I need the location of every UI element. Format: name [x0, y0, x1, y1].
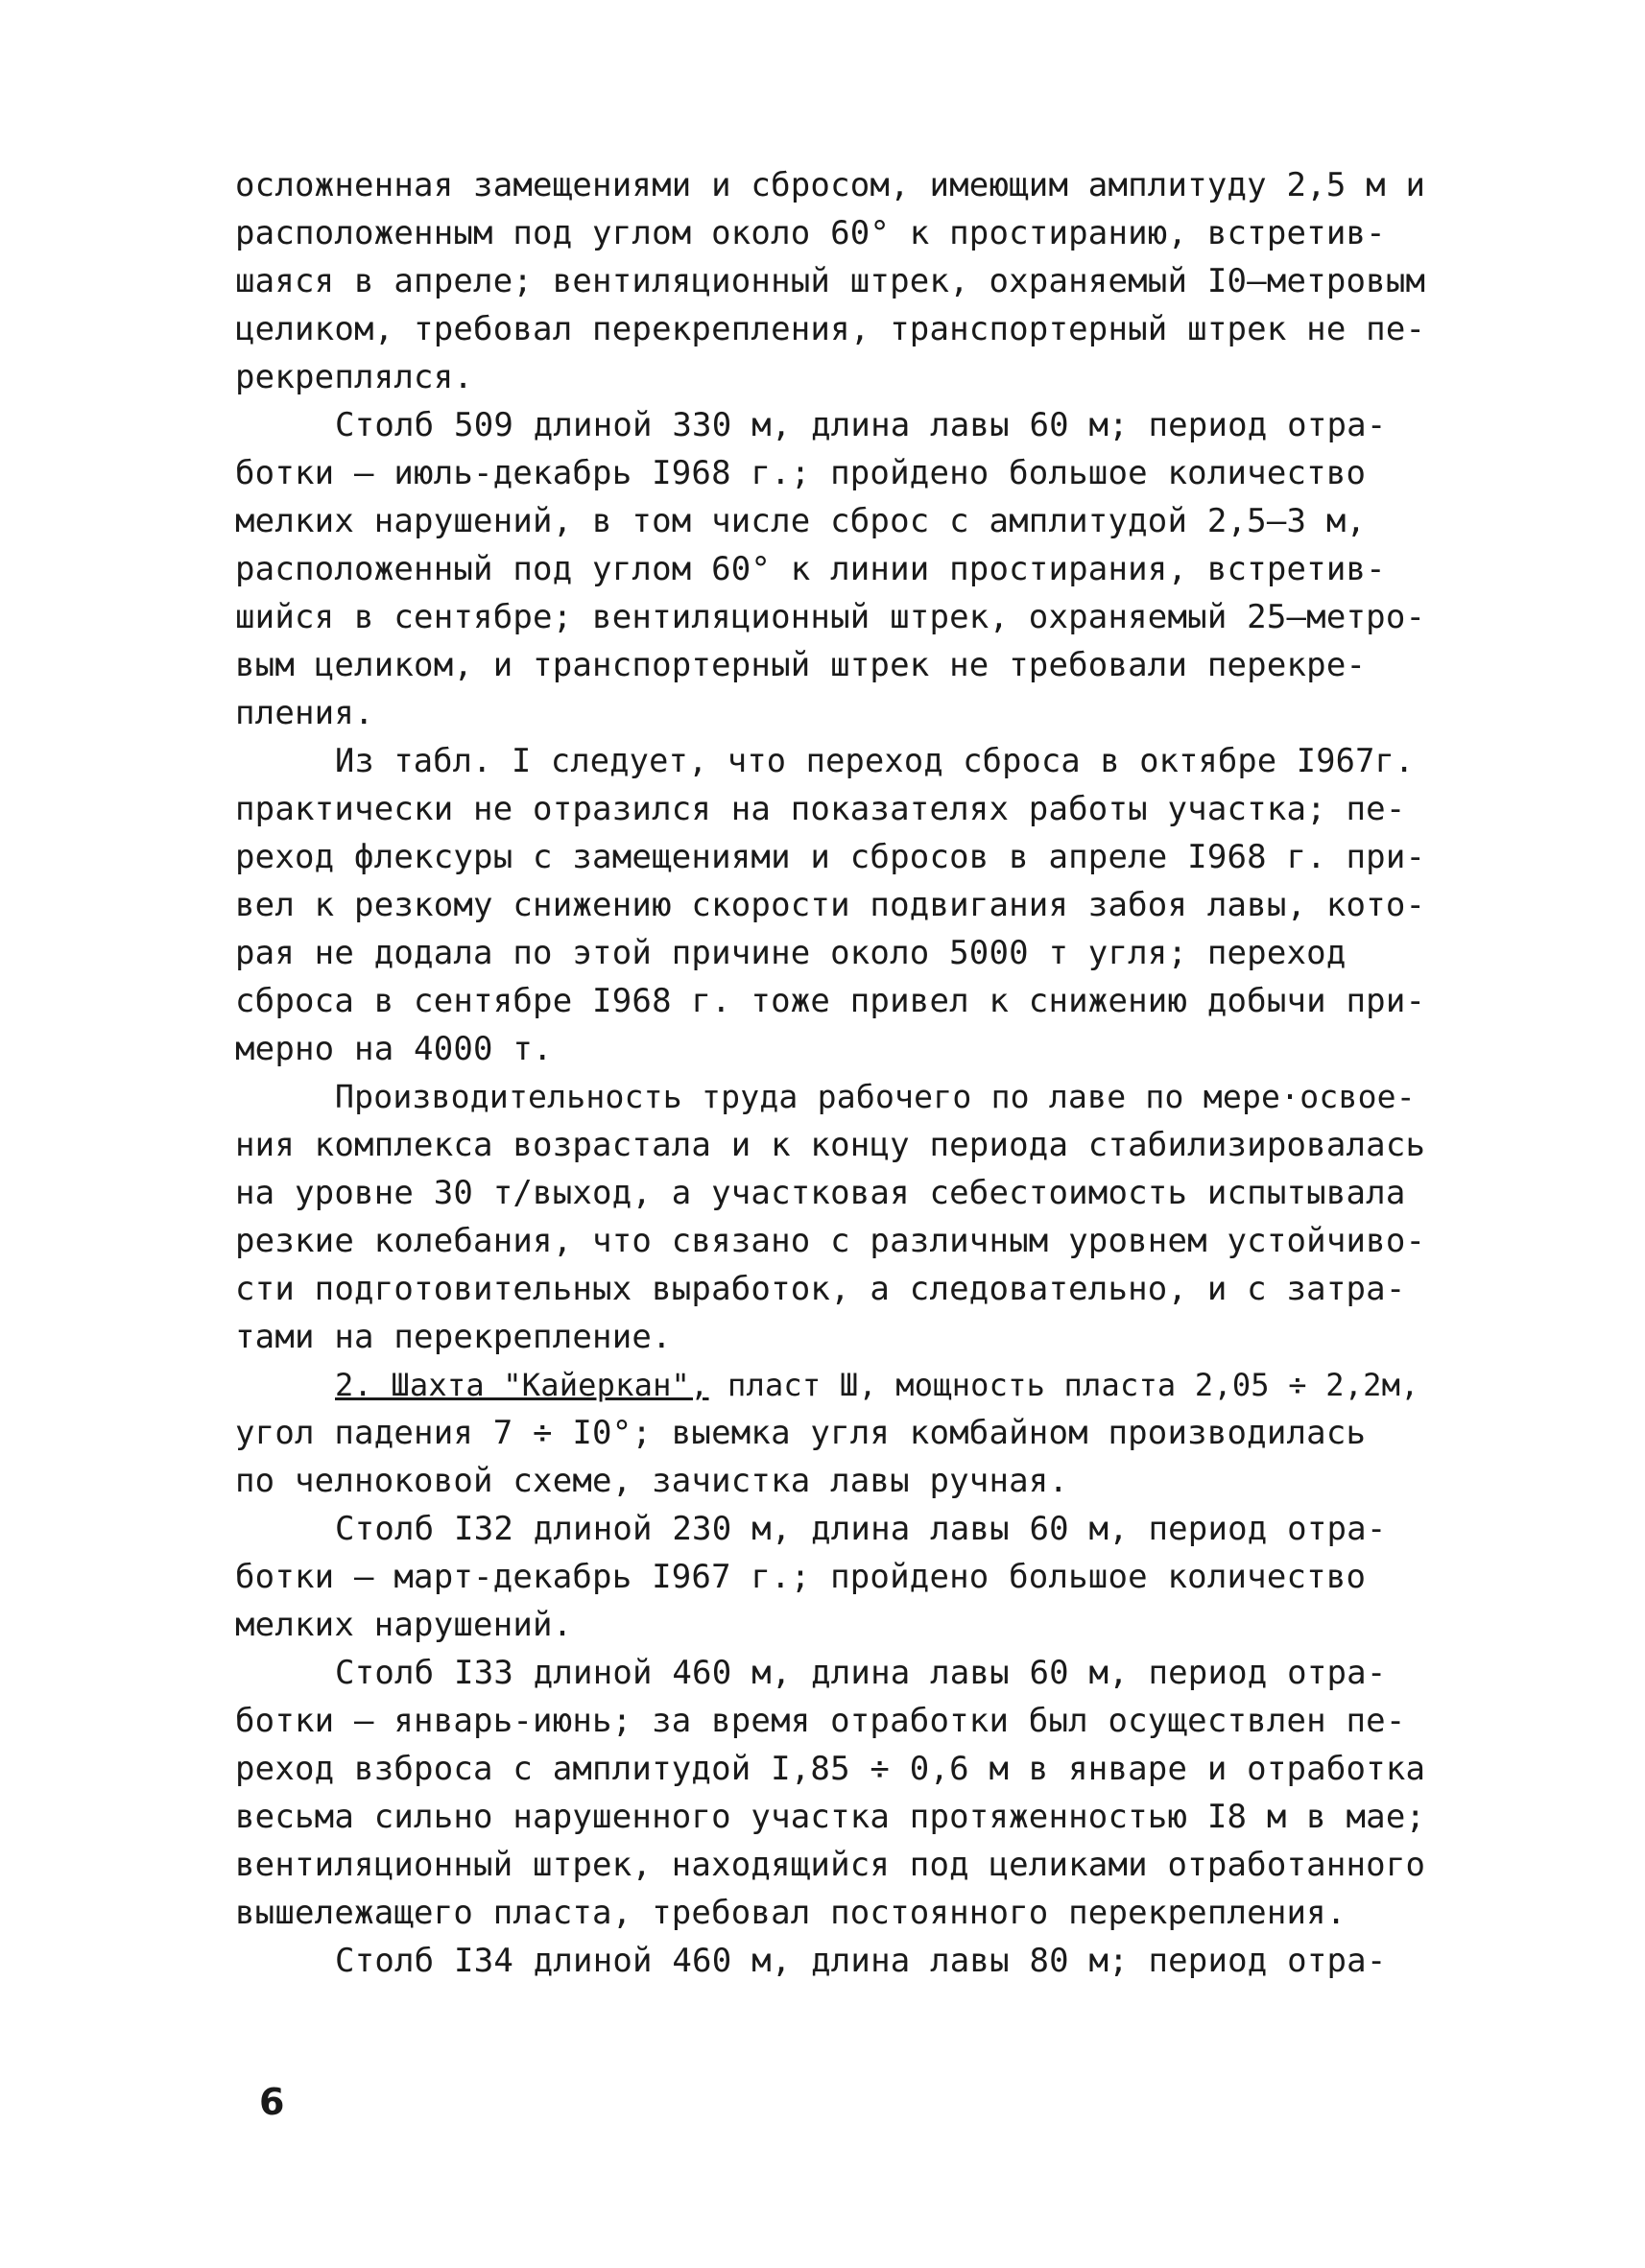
body-text — [235, 161, 1425, 1985]
text-line: расположенный под углом 60° к линии простирания, встретив- — [235, 550, 1386, 588]
text-line: расположенным под углом около 60° к простиранию, встретив- — [235, 214, 1386, 252]
text-line: мерно на 4000 т. — [235, 1030, 553, 1068]
text-line: Столб I32 длиной 230 м, длина лавы 60 м, период отра- — [335, 1510, 1387, 1548]
text-line: осложненная замещениями и сбросом, имеющим амплитуду 2,5 м и — [235, 166, 1426, 204]
text-line: пления. — [235, 694, 374, 732]
text-line: резкие колебания, что связано с различным уровнем устойчиво- — [235, 1222, 1426, 1260]
text-line: рая не додала по этой причине около 5000 т угля; переход — [235, 934, 1347, 972]
section-heading: 2. Шахта "Кайеркан", — [335, 1367, 709, 1403]
text-line: сброса в сентябре I968 г. тоже привел к снижению добычи при- — [235, 982, 1426, 1020]
text-line: вышележащего пласта, требовал постоянного перекрепления. — [235, 1894, 1347, 1932]
text-line: Столб I34 длиной 460 м, длина лавы 80 м; период отра- — [335, 1942, 1387, 1980]
text-line: шаяся в апреле; вентиляционный штрек, охраняемый I0–метровым — [235, 262, 1426, 300]
text-line: ния комплекса возрастала и к концу периода стабилизировалась — [235, 1126, 1426, 1164]
text-line: шийся в сентябре; вентиляционный штрек, охраняемый 25–метро- — [235, 598, 1426, 636]
text-line: на уровне 30 т/выход, а участковая себестоимость испытывала — [235, 1174, 1406, 1212]
page-number: 6 — [259, 2081, 285, 2123]
text-line: вентиляционный штрек, находящийся под целиками отработанного — [235, 1846, 1426, 1884]
text-line: реход флексуры с замещениями и сбросов в апреле I968 г. при- — [235, 838, 1426, 876]
text-line: реход взброса с амплитудой I,85 ÷ 0,6 м в январе и отработка — [235, 1750, 1426, 1788]
text-line: рекреплялся. — [235, 358, 474, 396]
text-line: Из табл. I следует, что переход сброса в октябре I967г. — [335, 742, 1415, 779]
text-line: вым целиком, и транспортерный штрек не требовали перекре- — [235, 646, 1367, 684]
text-line — [235, 1361, 1425, 1409]
text-line-rest: пласт Ш, мощность пласта 2,05 ÷ 2,2м, — [708, 1367, 1419, 1403]
text-line: по челноковой схеме, зачистка лавы ручная. — [235, 1462, 1069, 1500]
text-line: Производительность труда рабочего по лаве по мере·освое- — [335, 1078, 1416, 1115]
text-line: сти подготовительных выработок, а следовательно, и с затра- — [235, 1270, 1406, 1308]
text-line: Столб I33 длиной 460 м, длина лавы 60 м, период отра- — [335, 1654, 1387, 1692]
text-line: ботки – январь-июнь; за время отработки был осуществлен пе- — [235, 1702, 1406, 1740]
text-line: вел к резкому снижению скорости подвигания забоя лавы, кото- — [235, 886, 1426, 924]
text-line: ботки – март-декабрь I967 г.; пройдено большое количество — [235, 1558, 1367, 1596]
text-line: тами на перекрепление. — [235, 1318, 672, 1356]
text-line: ботки – июль-декабрь I968 г.; пройдено большое количество — [235, 454, 1367, 492]
text-line: угол падения 7 ÷ I0°; выемка угля комбайном производилась — [235, 1414, 1367, 1452]
text-line: целиком, требовал перекрепления, транспортерный штрек не пе- — [235, 310, 1426, 348]
text-line: мелких нарушений. — [235, 1606, 573, 1644]
text-line: весьма сильно нарушенного участка протяженностью I8 м в мае; — [235, 1798, 1426, 1836]
text-line: Столб 509 длиной 330 м, длина лавы 60 м; период отра- — [335, 406, 1387, 444]
text-line: мелких нарушений, в том числе сброс с амплитудой 2,5–3 м, — [235, 502, 1367, 540]
text-line: практически не отразился на показателях работы участка; пе- — [235, 790, 1406, 828]
